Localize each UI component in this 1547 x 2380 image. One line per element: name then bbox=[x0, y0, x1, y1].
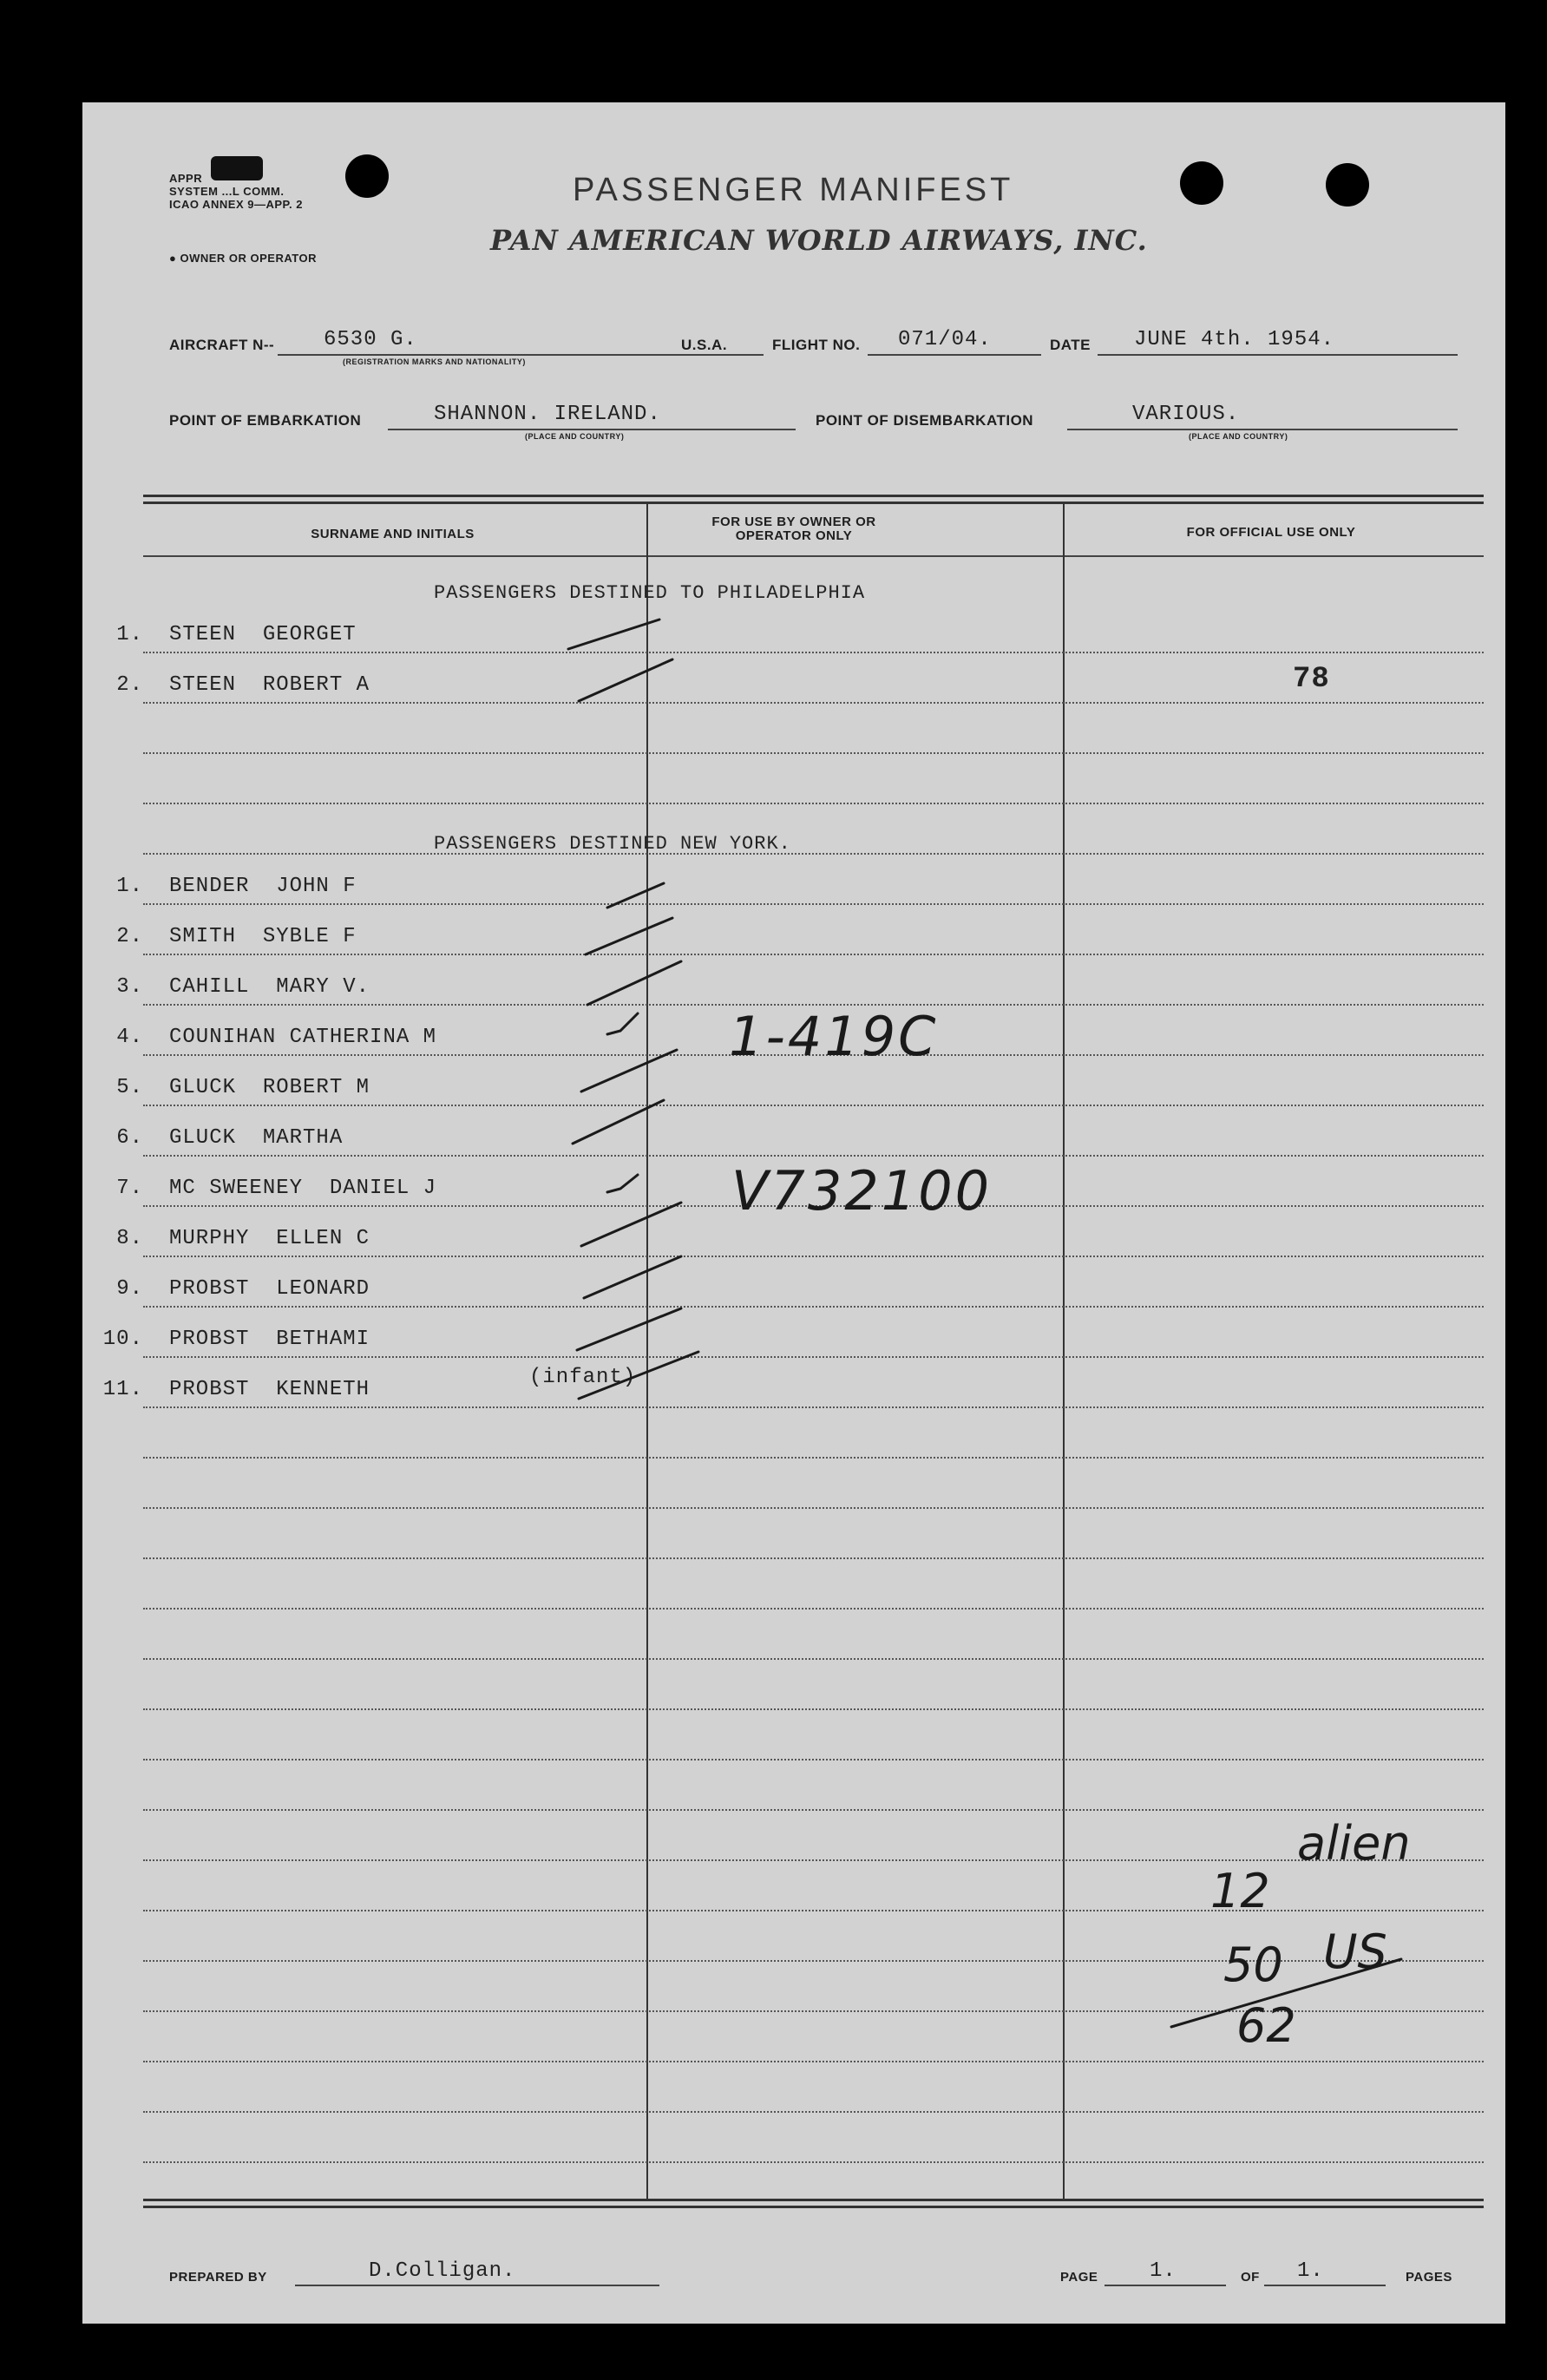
prepared-by-value: D.Colligan. bbox=[369, 2259, 516, 2283]
check-mark bbox=[586, 918, 672, 954]
column-header-official-use: FOR OFFICIAL USE ONLY bbox=[1186, 525, 1356, 540]
check-mark bbox=[607, 883, 664, 908]
check-mark bbox=[581, 1050, 677, 1092]
country-label: U.S.A. bbox=[681, 337, 728, 353]
page-of-label: OF bbox=[1241, 2270, 1260, 2285]
passenger-name: PROBST LEONARD bbox=[169, 1277, 370, 1301]
passenger-name: GLUCK ROBERT M bbox=[169, 1076, 370, 1099]
check-mark bbox=[573, 1100, 664, 1144]
passenger-number: 9. bbox=[116, 1277, 143, 1301]
passenger-number: 6. bbox=[116, 1126, 143, 1150]
check-mark bbox=[584, 1256, 681, 1298]
passenger-name: COUNIHAN CATHERINA M bbox=[169, 1026, 437, 1049]
passenger-number: 2. bbox=[116, 925, 143, 948]
passenger-number: 11. bbox=[102, 1378, 143, 1401]
page-underline bbox=[1105, 2285, 1226, 2286]
passenger-number: 5. bbox=[116, 1076, 143, 1099]
passenger-name: GLUCK MARTHA bbox=[169, 1126, 344, 1150]
passenger-note: (infant) bbox=[529, 1366, 637, 1389]
passenger-name: CAHILL MARY V. bbox=[169, 975, 370, 999]
passenger-number: 4. bbox=[116, 1026, 143, 1049]
owner-operator-label: ● OWNER OR OPERATOR bbox=[169, 252, 317, 265]
passenger-name: PROBST BETHAMI bbox=[169, 1328, 370, 1351]
check-mark bbox=[607, 1175, 638, 1192]
embarkation-sublabel: (PLACE AND COUNTRY) bbox=[525, 432, 625, 441]
flight-value: 071/04. bbox=[898, 328, 992, 351]
disembarkation-label: POINT OF DISEMBARKATION bbox=[816, 412, 1034, 429]
aircraft-label: AIRCRAFT N-- bbox=[169, 337, 275, 353]
passenger-number: 3. bbox=[116, 975, 143, 999]
manifest-sheet bbox=[82, 102, 1505, 2324]
tally-line-2-word: US bbox=[1323, 1924, 1387, 1979]
tally-total: 62 bbox=[1236, 1998, 1296, 2053]
table-bottom-rule bbox=[143, 2199, 1484, 2208]
column-header-owner-use: FOR USE BY OWNER OR OPERATOR ONLY bbox=[711, 515, 876, 543]
owner-mark-handwritten: 1-419C bbox=[729, 1005, 939, 1068]
group-heading-philadelphia: PASSENGERS DESTINED TO PHILADELPHIA bbox=[434, 582, 866, 604]
check-marks bbox=[82, 102, 1505, 2324]
passenger-number: 1. bbox=[116, 623, 143, 646]
check-mark bbox=[577, 1308, 681, 1350]
page-of-value: 1. bbox=[1297, 2259, 1324, 2283]
embarkation-value: SHANNON. IRELAND. bbox=[434, 403, 661, 426]
date-label: DATE bbox=[1050, 337, 1091, 353]
check-mark bbox=[607, 1013, 638, 1034]
group-heading-new-york: PASSENGERS DESTINED NEW YORK. bbox=[434, 833, 791, 855]
page-of-underline bbox=[1264, 2285, 1386, 2286]
passenger-number: 2. bbox=[116, 673, 143, 697]
passenger-name: PROBST KENNETH bbox=[169, 1378, 370, 1401]
passenger-number: 8. bbox=[116, 1227, 143, 1250]
tally-line-1-number: 12 bbox=[1210, 1864, 1270, 1918]
passenger-number: 10. bbox=[102, 1328, 143, 1351]
check-mark bbox=[581, 1203, 681, 1246]
page-value: 1. bbox=[1150, 2259, 1177, 2283]
pages-label: PAGES bbox=[1406, 2270, 1452, 2285]
stamp-line: SYSTEM ...L COMM. bbox=[169, 185, 285, 198]
passenger-name: SMITH SYBLE F bbox=[169, 925, 357, 948]
page-label: PAGE bbox=[1060, 2270, 1098, 2285]
passenger-number: 1. bbox=[116, 875, 143, 898]
passenger-name: MC SWEENEY DANIEL J bbox=[169, 1177, 437, 1200]
stamp-line: ICAO ANNEX 9—APP. 2 bbox=[169, 198, 303, 211]
column-header-surname: SURNAME AND INITIALS bbox=[311, 527, 475, 541]
date-value: JUNE 4th. 1954. bbox=[1134, 328, 1335, 351]
disembarkation-sublabel: (PLACE AND COUNTRY) bbox=[1189, 432, 1288, 441]
passenger-name: STEEN GEORGET bbox=[169, 623, 357, 646]
embarkation-label: POINT OF EMBARKATION bbox=[169, 412, 362, 429]
disembarkation-value: VARIOUS. bbox=[1132, 403, 1240, 426]
passenger-name: STEEN ROBERT A bbox=[169, 673, 370, 697]
prepared-by-label: PREPARED BY bbox=[169, 2270, 267, 2285]
check-mark bbox=[579, 659, 672, 701]
aircraft-value: 6530 G. bbox=[324, 328, 417, 351]
airline-name: PAN AMERICAN WORLD AIRWAYS, INC. bbox=[490, 224, 1148, 257]
prepared-by-underline bbox=[295, 2285, 659, 2286]
page-title: PASSENGER MANIFEST bbox=[573, 172, 1014, 208]
check-mark bbox=[579, 1352, 698, 1399]
passenger-name: MURPHY ELLEN C bbox=[169, 1227, 370, 1250]
passenger-name: BENDER JOHN F bbox=[169, 875, 357, 898]
stamp-line: APPR bbox=[169, 172, 203, 185]
owner-mark-handwritten: V732100 bbox=[731, 1159, 993, 1223]
tally-line-1-word: alien bbox=[1297, 1816, 1411, 1871]
tally-line-2-number: 50 bbox=[1223, 1937, 1283, 1992]
passenger-number: 7. bbox=[116, 1177, 143, 1200]
aircraft-sublabel: (REGISTRATION MARKS AND NATIONALITY) bbox=[343, 357, 526, 366]
check-mark bbox=[568, 620, 659, 649]
official-mark: 78 bbox=[1293, 663, 1330, 696]
flight-label: FLIGHT NO. bbox=[772, 337, 861, 353]
check-mark bbox=[587, 961, 681, 1005]
